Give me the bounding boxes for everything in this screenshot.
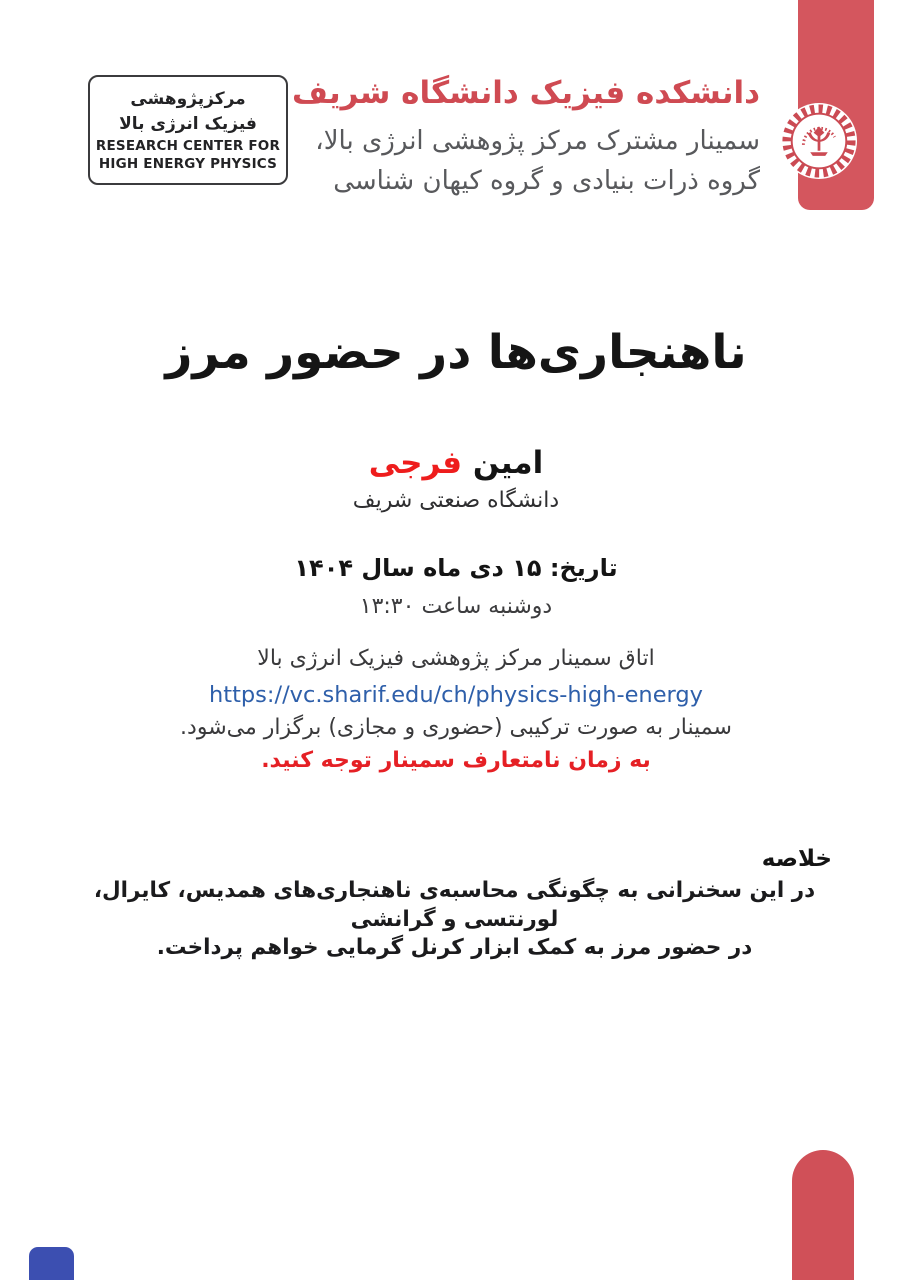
abstract-line2: در حضور مرز به کمک ابزار کرنل گرمایی خواهم پرداخت. — [156, 935, 753, 961]
badge-fa-line2: فیزیک انرژی بالا — [119, 114, 257, 135]
date-value: ۱۵ دی ماه سال ۱۴۰۴ — [294, 554, 542, 582]
badge-fa-line1: مرکزپژوهشی — [130, 88, 246, 109]
header — [292, 74, 760, 201]
date-line — [0, 554, 912, 582]
badge-en-line1: RESEARCH CENTER FOR — [95, 137, 281, 154]
badge-en-line2: HIGH ENERGY PHYSICS — [98, 155, 278, 172]
research-center-badge — [88, 75, 288, 185]
bottom-left-blue-square — [29, 1247, 74, 1280]
link-line — [0, 682, 912, 708]
speaker-name — [0, 443, 912, 483]
abstract-heading: خلاصه — [761, 846, 832, 872]
bottom-right-red-pill — [792, 1150, 854, 1280]
format-note: سمینار به صورت ترکیبی (حضوری و مجازی) برگزار می‌شود. — [180, 715, 732, 740]
seminar-title: ناهنجاری‌ها در حضور مرز — [165, 325, 747, 380]
time-line: دوشنبه ساعت ۱۳:۳۰ — [359, 594, 553, 619]
abstract-line1: در این سخنرانی به چگونگی محاسبه‌ی ناهنجاری‌های همدیس، کایرال، لورنتسی و گرانشی — [93, 878, 816, 932]
seminar-link[interactable]: https://vc.sharif.edu/ch/physics-high-energy — [209, 682, 703, 708]
header-subtitle-line2: گروه ذرات بنیادی و گروه کیهان شناسی — [333, 165, 760, 196]
header-subtitle-line1: سمینار مشترک مرکز پژوهشی انرژی بالا، — [315, 125, 760, 156]
date-label: تاریخ: — [549, 554, 618, 582]
warning-note: به زمان نامتعارف سمینار توجه کنید. — [261, 748, 651, 773]
sharif-university-logo-icon — [780, 102, 858, 180]
department-title: دانشکده فیزیک دانشگاه شریف — [292, 75, 760, 111]
speaker-affiliation: دانشگاه صنعتی شریف — [352, 488, 560, 513]
venue-line: اتاق سمینار مرکز پژوهشی فیزیک انرژی بالا — [257, 646, 655, 671]
speaker-last-name: فرجی — [368, 445, 463, 481]
abstract-body — [75, 877, 834, 963]
speaker-first-name: امین — [472, 445, 544, 481]
